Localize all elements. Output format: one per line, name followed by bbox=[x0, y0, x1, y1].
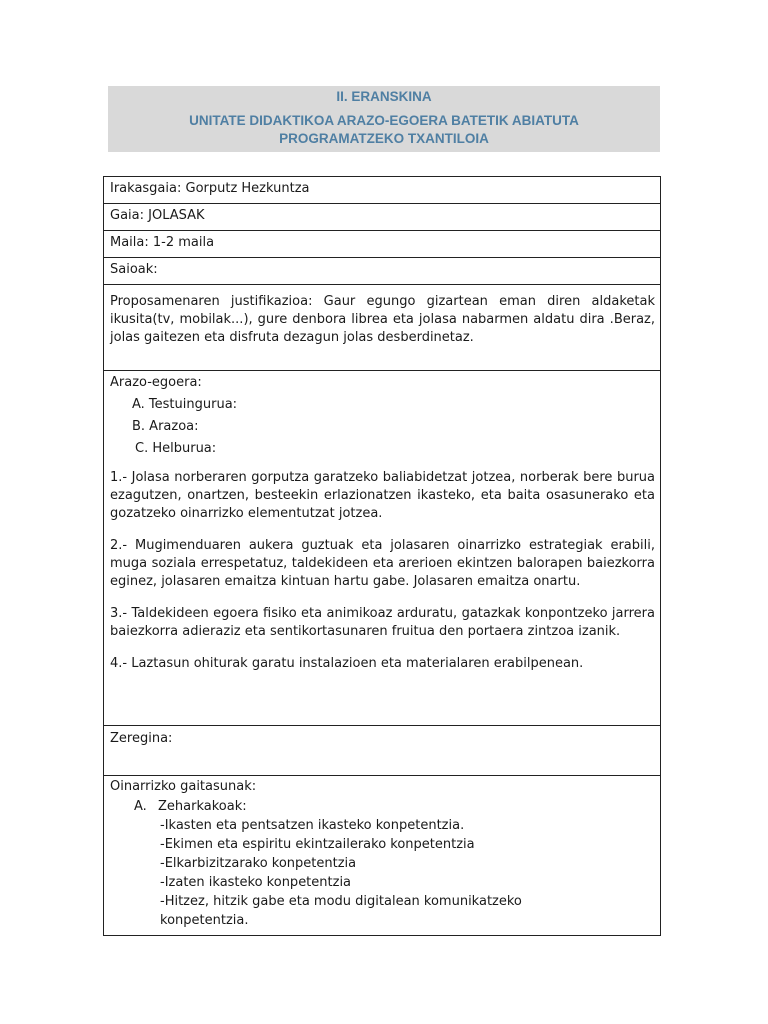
objective-3: 3.- Taldekideen egoera fisiko eta animikoaz arduratu, gatazkak konpontzeko jarrera baiezkorra adieraziz eta sentikortasunaren fruitua den portaera zintzoa izanik. bbox=[110, 606, 655, 639]
row-maila: Maila: 1-2 maila bbox=[103, 231, 661, 258]
template-title-line-2: PROGRAMATZEKO TXANTILOIA bbox=[279, 131, 489, 146]
arazo-item-c: C. Helburua: bbox=[135, 441, 217, 456]
template-table bbox=[103, 176, 661, 936]
arazo-title: Arazo-egoera: bbox=[110, 375, 202, 390]
objective-4: 4.- Laztasun ohiturak garatu instalazioen eta materialaren erabilpenean. bbox=[110, 656, 584, 671]
competences-group-a bbox=[134, 797, 655, 816]
arazo-item-a: A. Testuingurua: bbox=[132, 397, 238, 412]
competence-item: -Ekimen eta espiritu ekintzailerako konpetentzia bbox=[160, 837, 475, 852]
annex-header bbox=[108, 86, 660, 152]
row-gaia: Gaia: JOLASAK bbox=[103, 204, 661, 231]
competence-item: -Hitzez, hitzik gabe eta modu digitalean komunikatzeko bbox=[160, 894, 522, 909]
competence-item: konpetentzia. bbox=[160, 913, 249, 928]
row-justifikazioa bbox=[103, 285, 661, 371]
annex-title: II. ERANSKINA bbox=[336, 89, 432, 104]
row-arazo-egoera bbox=[103, 371, 661, 726]
objective-1: 1.- Jolasa norberaren gorputza garatzeko baliabidetzat jotzea, norberak bere burua ezagutzen, onartzen, besteekin erlazionatzen ikasteko, eta baita osasunerako eta gozatzeko oinarrizko elementutzat jotzea. bbox=[110, 470, 655, 521]
competence-item: -Izaten ikasteko konpetentzia bbox=[160, 875, 352, 890]
objective-2: 2.- Mugimenduaren aukera guztuak eta jolasaren oinarrizko estrategiak erabili, muga soziala errespetatuz, taldekideen eta arerioen ekintzen balorapen baiezkorra eginez, jolasaren emaitza kintuan hartu gabe. Jolasaren emaitza onartu. bbox=[110, 538, 655, 589]
justification-text: Proposamenaren justifikazioa: Gaur egungo gizartean eman diren aldaketak ikusita(tv, mobilak...), gure denbora librea eta jolasa nabarmen aldatu dira .Beraz, jolas gaitezen eta disfruta dezagun jolas desberdinetaz. bbox=[110, 294, 655, 345]
group-a-title: Zeharkakoak: bbox=[158, 799, 247, 814]
competence-item: -Ikasten eta pentsatzen ikasteko konpetentzia. bbox=[160, 818, 465, 833]
row-saioak: Saioak: bbox=[103, 258, 661, 285]
row-oinarrizko-gaitasunak bbox=[103, 776, 661, 936]
competence-item: -Elkarbizitzarako konpetentzia bbox=[160, 856, 357, 871]
arazo-item-b: B. Arazoa: bbox=[132, 419, 199, 434]
row-zeregina: Zeregina: bbox=[103, 726, 661, 776]
group-a-label: A. bbox=[134, 799, 147, 814]
competences-title: Oinarrizko gaitasunak: bbox=[110, 779, 257, 794]
template-title-line-1: UNITATE DIDAKTIKOA ARAZO-EGOERA BATETIK ABIATUTA bbox=[189, 113, 579, 128]
row-irakasgaia: Irakasgaia: Gorputz Hezkuntza bbox=[103, 177, 661, 204]
